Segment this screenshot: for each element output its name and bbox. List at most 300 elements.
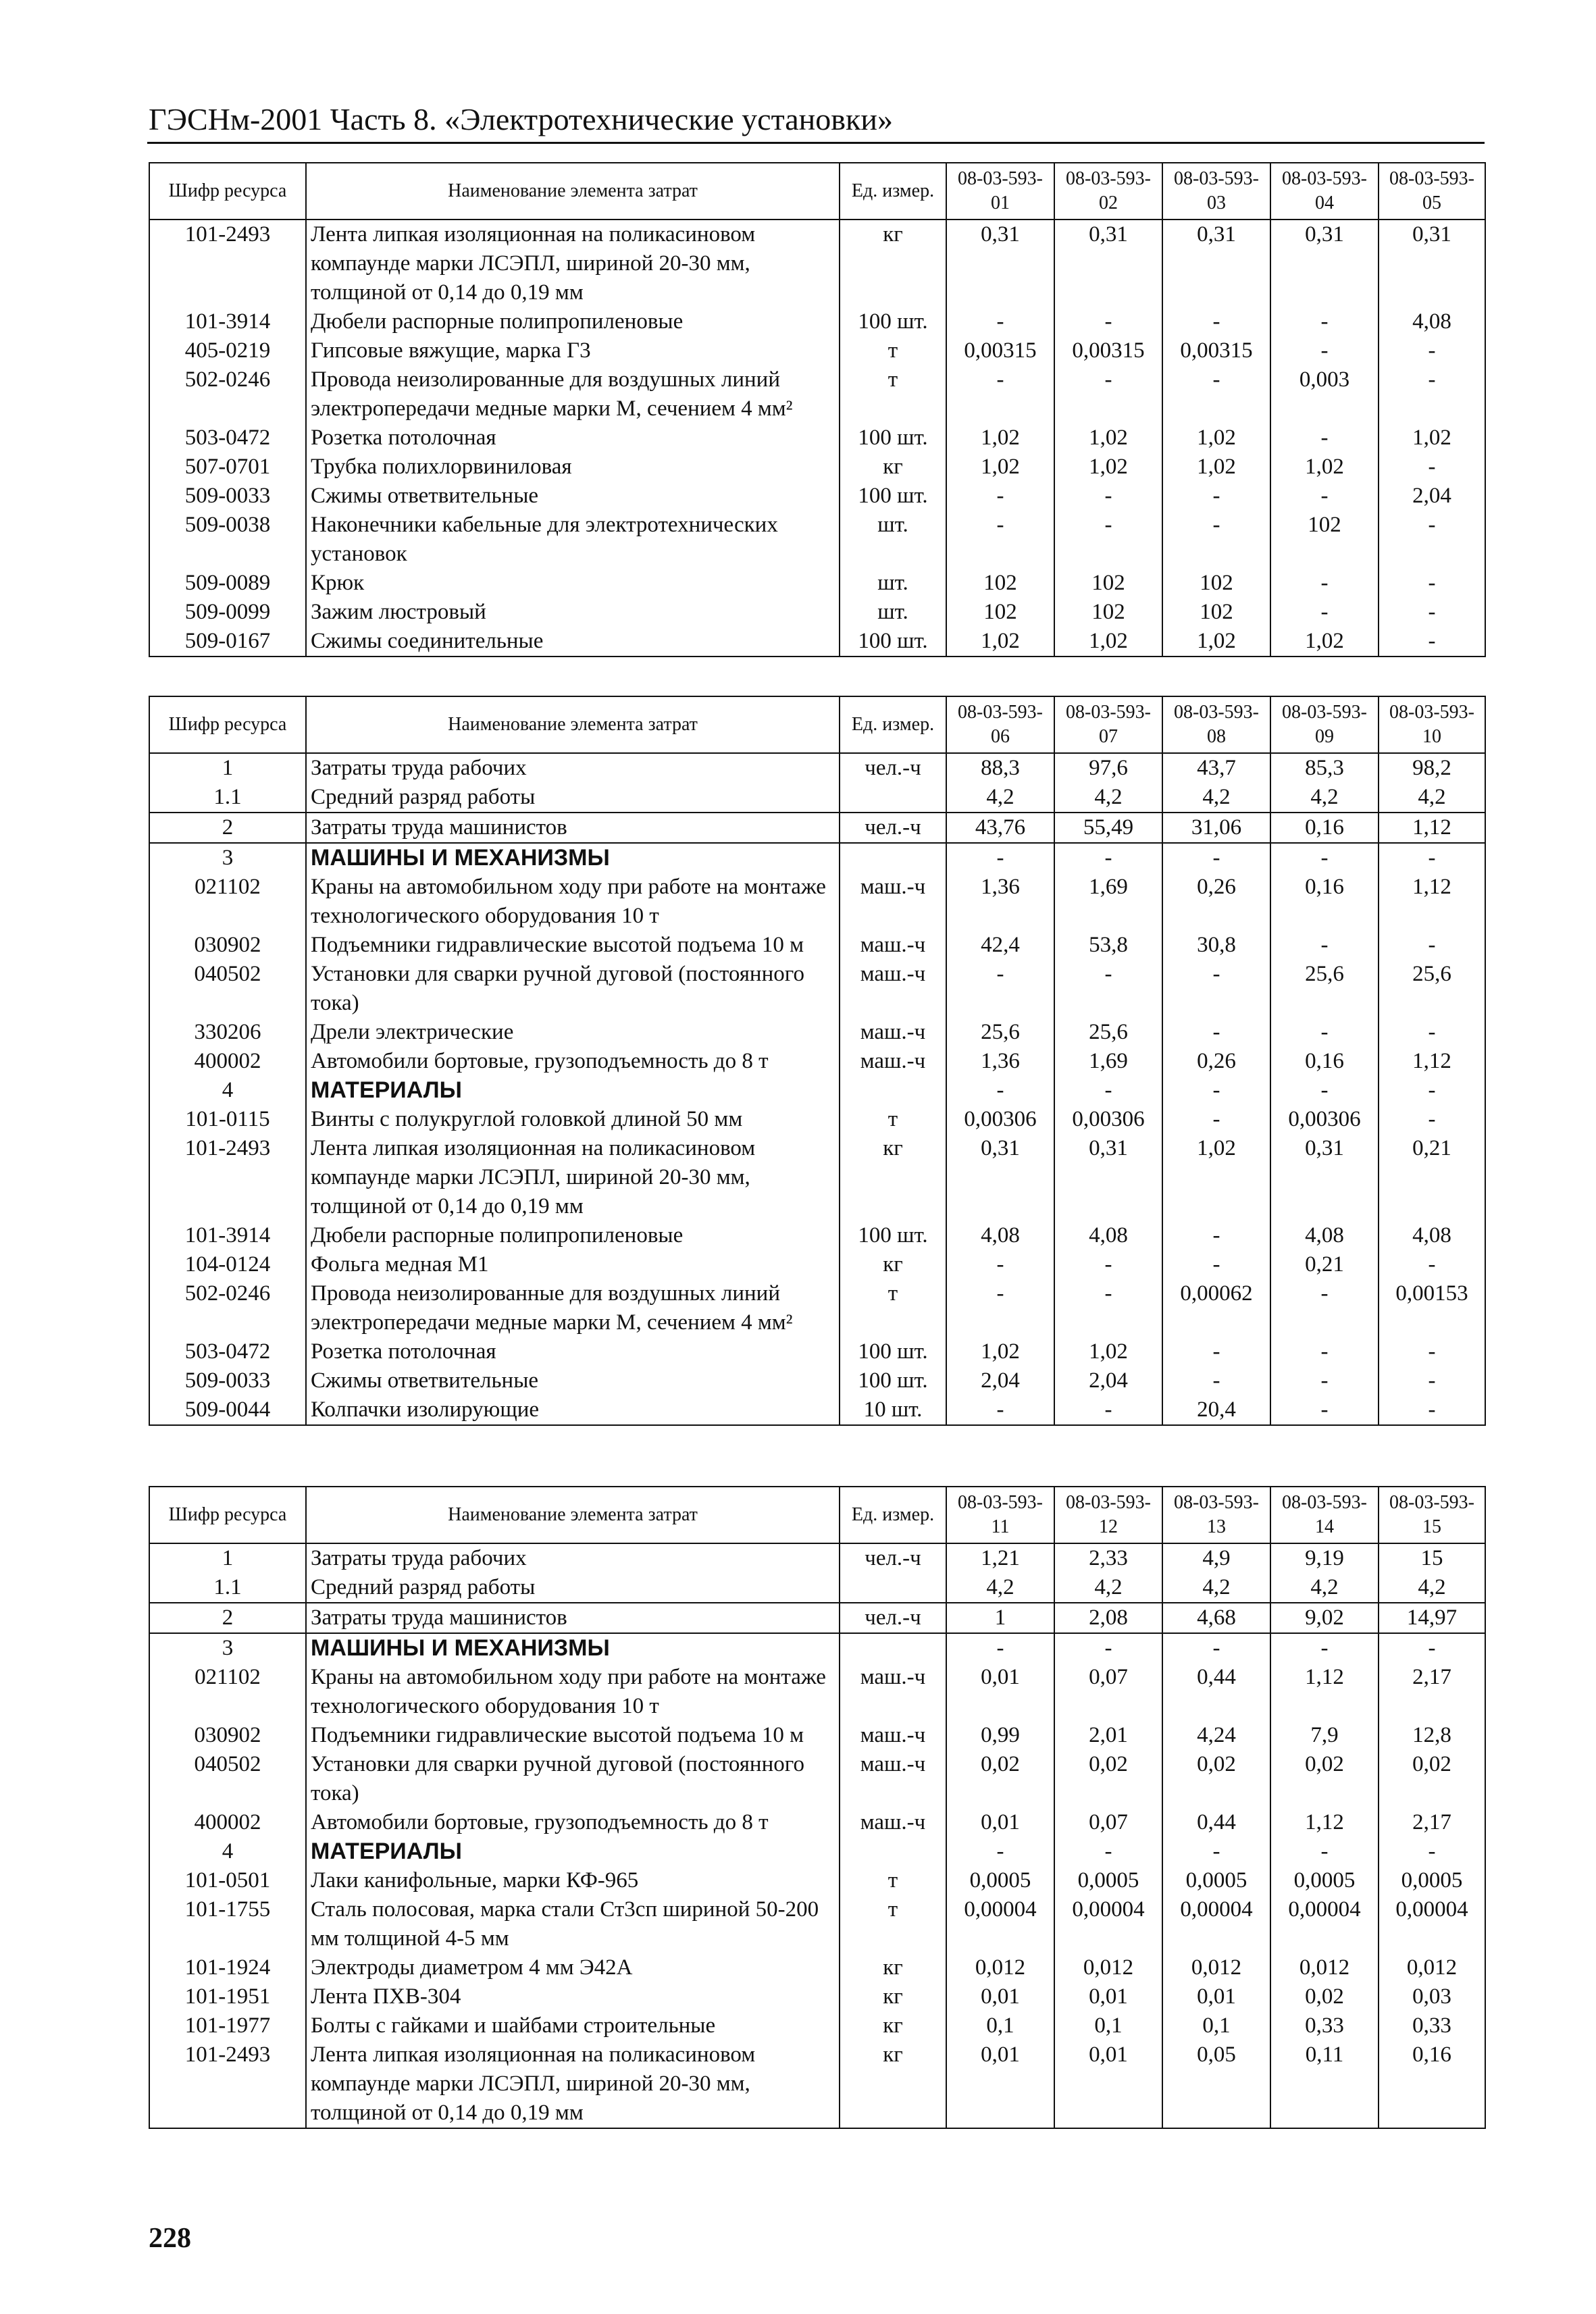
table-row [149, 753, 1485, 783]
resource-code: 509-0033 [149, 1366, 306, 1395]
norm-value: 0,31 [1054, 1134, 1162, 1221]
resource-name: Лента липкая изоляционная на поликасиновом компаунде марки ЛСЭПЛ, шириной 20-30 мм, толщиной от 0,14 до 0,19 мм [306, 220, 840, 307]
norm-value: - [946, 1279, 1054, 1337]
norm-value: 55,49 [1054, 813, 1162, 843]
table-row [149, 1279, 1485, 1337]
resource-name: Провода неизолированные для воздушных линий электропередачи медные марки М, сечением 4 мм² [306, 1279, 840, 1337]
table-row [149, 307, 1485, 336]
norm-value: 85,3 [1270, 753, 1379, 783]
norm-value: - [1162, 1837, 1270, 1866]
norm-value: - [1054, 843, 1162, 873]
resource-name: МАШИНЫ И МЕХАНИЗМЫ [306, 843, 840, 873]
table-row [149, 1808, 1485, 1837]
resource-code: 040502 [149, 1750, 306, 1808]
norm-value: 0,26 [1162, 873, 1270, 931]
table-row [149, 453, 1485, 482]
norm-value: - [1054, 1837, 1162, 1866]
norm-value: 0,31 [946, 220, 1054, 307]
resource-unit: чел.-ч [840, 1543, 946, 1573]
norm-value: 1,21 [946, 1543, 1054, 1573]
table-row [149, 1250, 1485, 1279]
norm-value: 1,02 [1054, 1337, 1162, 1366]
table-header-row [149, 1487, 1485, 1543]
column-header-norm-code: 08-03-593-02 [1054, 163, 1162, 220]
resource-code: 509-0089 [149, 569, 306, 598]
norm-value: 1,02 [946, 627, 1054, 657]
norm-value: - [1162, 1366, 1270, 1395]
norm-value: 31,06 [1162, 813, 1270, 843]
norm-value: - [1379, 627, 1485, 657]
norm-value: 1,36 [946, 1047, 1054, 1076]
table-row [149, 1134, 1485, 1221]
resource-name: Сталь полосовая, марка стали Ст3сп шириной 50-200 мм толщиной 4-5 мм [306, 1895, 840, 1953]
resource-name: Лента ПХВ-304 [306, 1982, 840, 2011]
norm-value: 9,19 [1270, 1543, 1379, 1573]
norm-value: - [1162, 365, 1270, 423]
norm-value: - [1270, 1633, 1379, 1663]
norm-value: 0,012 [1270, 1953, 1379, 1982]
resource-code: 3 [149, 843, 306, 873]
norm-value: 4,2 [946, 783, 1054, 813]
table-row [149, 1395, 1485, 1425]
column-header-name: Наименование элемента затрат [306, 163, 840, 220]
norm-value: - [1379, 1633, 1485, 1663]
resource-code: 1.1 [149, 783, 306, 813]
column-header-norm-code: 08-03-593-06 [946, 696, 1054, 753]
resource-name: Дюбели распорные полипропиленовые [306, 307, 840, 336]
norm-value: 0,02 [1270, 1750, 1379, 1808]
norm-value: 0,00153 [1379, 1279, 1485, 1337]
page-title: ГЭСНм-2001 Часть 8. «Электротехнические установки» [149, 102, 893, 136]
column-header-norm-code: 08-03-593-04 [1270, 163, 1379, 220]
norm-value: 1,12 [1270, 1808, 1379, 1837]
norm-value: 2,17 [1379, 1663, 1485, 1721]
norm-value: - [1379, 365, 1485, 423]
norm-value: - [1270, 1837, 1379, 1866]
norm-value: 2,33 [1054, 1543, 1162, 1573]
resource-unit: кг [840, 2011, 946, 2040]
resource-name: Электроды диаметром 4 мм Э42А [306, 1953, 840, 1982]
norm-value: 1,12 [1270, 1663, 1379, 1721]
norm-value: 0,07 [1054, 1663, 1162, 1721]
norm-value: - [1162, 1633, 1270, 1663]
resource-unit: т [840, 1895, 946, 1953]
section-row [149, 843, 1485, 873]
norm-value: 0,33 [1379, 2011, 1485, 2040]
resource-name: Краны на автомобильном ходу при работе на монтаже технологического оборудования 10 т [306, 873, 840, 931]
resource-name: Сжимы ответвительные [306, 1366, 840, 1395]
resource-unit: кг [840, 1134, 946, 1221]
norm-value: 0,00004 [946, 1895, 1054, 1953]
norm-value: 2,08 [1054, 1603, 1162, 1633]
resource-name: Гипсовые вяжущие, марка Г3 [306, 336, 840, 365]
resource-unit: 100 шт. [840, 482, 946, 511]
resource-name: Дрели электрические [306, 1018, 840, 1047]
resource-unit: 100 шт. [840, 307, 946, 336]
norm-value: 1,02 [1162, 1134, 1270, 1221]
resource-unit: 10 шт. [840, 1395, 946, 1425]
resource-code: 509-0033 [149, 482, 306, 511]
column-header-code: Шифр ресурса [149, 696, 306, 753]
norm-value: - [946, 1633, 1054, 1663]
table-row [149, 1750, 1485, 1808]
table-header-row [149, 696, 1485, 753]
norm-value: 1,02 [1054, 627, 1162, 657]
resource-code: 101-3914 [149, 307, 306, 336]
resource-unit [840, 783, 946, 813]
norm-value: 0,44 [1162, 1663, 1270, 1721]
norm-value: 0,16 [1379, 2040, 1485, 2128]
column-header-norm-code: 08-03-593-03 [1162, 163, 1270, 220]
norm-value: 14,97 [1379, 1603, 1485, 1633]
norm-value: 9,02 [1270, 1603, 1379, 1633]
resource-unit [840, 1837, 946, 1866]
norm-value: 4,08 [1379, 1221, 1485, 1250]
column-header-norm-code: 08-03-593-10 [1379, 696, 1485, 753]
norm-value: 0,1 [946, 2011, 1054, 2040]
resource-name: МАТЕРИАЛЫ [306, 1076, 840, 1105]
resource-code: 101-1755 [149, 1895, 306, 1953]
norm-value: - [1162, 511, 1270, 569]
resource-name: Средний разряд работы [306, 783, 840, 813]
norm-value: 0,0005 [1162, 1866, 1270, 1895]
column-header-norm-code: 08-03-593-09 [1270, 696, 1379, 753]
resource-code: 101-2493 [149, 220, 306, 307]
resource-code: 030902 [149, 931, 306, 960]
table-row [149, 511, 1485, 569]
resource-code: 021102 [149, 873, 306, 931]
norm-value: 25,6 [1270, 960, 1379, 1018]
norm-value: 0,16 [1270, 873, 1379, 931]
resource-code: 104-0124 [149, 1250, 306, 1279]
table-row [149, 598, 1485, 627]
resource-unit: шт. [840, 569, 946, 598]
norm-value: 0,16 [1270, 813, 1379, 843]
norm-value: - [1270, 569, 1379, 598]
norm-value: 1 [946, 1603, 1054, 1633]
resource-name: Сжимы соединительные [306, 627, 840, 657]
resource-name: Лента липкая изоляционная на поликасиновом компаунде марки ЛСЭПЛ, шириной 20-30 мм, толщиной от 0,14 до 0,19 мм [306, 2040, 840, 2128]
table-row [149, 1366, 1485, 1395]
table-row [149, 1895, 1485, 1953]
norm-value: 0,26 [1162, 1047, 1270, 1076]
norm-value: - [1270, 1366, 1379, 1395]
norm-value: 0,0005 [1270, 1866, 1379, 1895]
resource-name: Розетка потолочная [306, 423, 840, 453]
resource-code: 3 [149, 1633, 306, 1663]
norm-value: 0,00315 [1054, 336, 1162, 365]
norm-value: - [1270, 931, 1379, 960]
norm-value: - [1379, 1250, 1485, 1279]
resource-code: 030902 [149, 1721, 306, 1750]
resource-unit: т [840, 365, 946, 423]
norm-value: 1,02 [1162, 423, 1270, 453]
norm-value: 0,02 [1270, 1982, 1379, 2011]
norm-value: 0,33 [1270, 2011, 1379, 2040]
norm-value: 1,02 [1162, 627, 1270, 657]
resource-unit: маш.-ч [840, 873, 946, 931]
resource-name: Зажим люстровый [306, 598, 840, 627]
norm-value: 0,31 [946, 1134, 1054, 1221]
norm-value: 7,9 [1270, 1721, 1379, 1750]
resource-code: 509-0038 [149, 511, 306, 569]
table-row [149, 627, 1485, 657]
resource-code: 4 [149, 1076, 306, 1105]
norm-value: 1,36 [946, 873, 1054, 931]
resource-table-2 [149, 696, 1486, 1426]
resource-unit: т [840, 1105, 946, 1134]
column-header-unit: Ед. измер. [840, 696, 946, 753]
resource-code: 101-0115 [149, 1105, 306, 1134]
norm-value: 1,12 [1379, 873, 1485, 931]
norm-value: 0,03 [1379, 1982, 1485, 2011]
norm-value: 1,02 [1270, 453, 1379, 482]
table-row [149, 220, 1485, 307]
column-header-norm-code: 08-03-593-11 [946, 1487, 1054, 1543]
resource-name: Фольга медная М1 [306, 1250, 840, 1279]
norm-value: 102 [1270, 511, 1379, 569]
norm-value: - [1162, 1018, 1270, 1047]
norm-value: 102 [1162, 569, 1270, 598]
norm-value: - [1379, 1018, 1485, 1047]
norm-value: 0,00306 [946, 1105, 1054, 1134]
norm-value: - [1054, 1279, 1162, 1337]
norm-value: 0,02 [946, 1750, 1054, 1808]
norm-value: 0,0005 [946, 1866, 1054, 1895]
table-row [149, 423, 1485, 453]
table-row [149, 1337, 1485, 1366]
norm-value: 4,2 [1054, 1573, 1162, 1603]
norm-value: 0,012 [946, 1953, 1054, 1982]
norm-value: 15 [1379, 1543, 1485, 1573]
norm-value: 1,12 [1379, 813, 1485, 843]
norm-value: - [1270, 843, 1379, 873]
norm-value: - [1270, 482, 1379, 511]
resource-code: 503-0472 [149, 1337, 306, 1366]
column-header-norm-code: 08-03-593-13 [1162, 1487, 1270, 1543]
norm-value: 1,12 [1379, 1047, 1485, 1076]
resource-name: Болты с гайками и шайбами строительные [306, 2011, 840, 2040]
resource-name: Лаки канифольные, марки КФ-965 [306, 1866, 840, 1895]
norm-value: 0,01 [1054, 1982, 1162, 2011]
norm-value: 0,01 [946, 2040, 1054, 2128]
resource-name: Трубка полихлорвиниловая [306, 453, 840, 482]
resource-code: 101-2493 [149, 2040, 306, 2128]
resource-unit: кг [840, 1982, 946, 2011]
norm-value: 0,31 [1379, 220, 1485, 307]
resource-name: Затраты труда машинистов [306, 813, 840, 843]
norm-value: 4,2 [946, 1573, 1054, 1603]
norm-value: - [1270, 1395, 1379, 1425]
resource-name: Крюк [306, 569, 840, 598]
norm-value: 4,08 [1270, 1221, 1379, 1250]
norm-value: - [946, 482, 1054, 511]
norm-value: 2,01 [1054, 1721, 1162, 1750]
page-number: 228 [149, 2223, 191, 2254]
resource-name: МАТЕРИАЛЫ [306, 1837, 840, 1866]
resource-name: Затраты труда рабочих [306, 753, 840, 783]
norm-value: 0,012 [1379, 1953, 1485, 1982]
norm-value: 102 [946, 569, 1054, 598]
resource-unit: маш.-ч [840, 1047, 946, 1076]
norm-value: - [1379, 569, 1485, 598]
norm-value: - [946, 307, 1054, 336]
resource-unit: чел.-ч [840, 753, 946, 783]
table-row [149, 1018, 1485, 1047]
norm-value: 0,31 [1270, 220, 1379, 307]
norm-value: 0,003 [1270, 365, 1379, 423]
norm-value: 0,11 [1270, 2040, 1379, 2128]
section-row [149, 1633, 1485, 1663]
norm-value: 25,6 [946, 1018, 1054, 1047]
norm-value: 4,2 [1162, 1573, 1270, 1603]
norm-value: 0,1 [1054, 2011, 1162, 2040]
norm-value: - [1270, 1279, 1379, 1337]
norm-value: - [1379, 843, 1485, 873]
norm-value: - [1054, 307, 1162, 336]
column-header-name: Наименование элемента затрат [306, 696, 840, 753]
resource-code: 405-0219 [149, 336, 306, 365]
resource-unit: 100 шт. [840, 1221, 946, 1250]
resource-name: Установки для сварки ручной дуговой (постоянного тока) [306, 1750, 840, 1808]
norm-value: 0,21 [1270, 1250, 1379, 1279]
norm-value: 0,01 [1162, 1982, 1270, 2011]
norm-value: 42,4 [946, 931, 1054, 960]
norm-value: - [1162, 1337, 1270, 1366]
resource-unit: 100 шт. [840, 1337, 946, 1366]
norm-value: - [1270, 1076, 1379, 1105]
table-row [149, 1953, 1485, 1982]
norm-value: - [1162, 1221, 1270, 1250]
norm-value: - [1054, 960, 1162, 1018]
resource-code: 1 [149, 753, 306, 783]
norm-value: - [946, 843, 1054, 873]
column-header-norm-code: 08-03-593-15 [1379, 1487, 1485, 1543]
table-row [149, 1105, 1485, 1134]
norm-value: - [1270, 423, 1379, 453]
norm-value: 0,01 [946, 1808, 1054, 1837]
norm-value: 98,2 [1379, 753, 1485, 783]
column-header-unit: Ед. измер. [840, 163, 946, 220]
header-divider [147, 142, 1485, 144]
norm-value: 2,04 [1054, 1366, 1162, 1395]
resource-code: 400002 [149, 1808, 306, 1837]
resource-unit: кг [840, 2040, 946, 2128]
norm-value: 102 [946, 598, 1054, 627]
resource-name: Автомобили бортовые, грузоподъемность до 8 т [306, 1047, 840, 1076]
norm-value: - [1054, 1633, 1162, 1663]
norm-value: 4,68 [1162, 1603, 1270, 1633]
norm-value: 0,44 [1162, 1808, 1270, 1837]
table-row [149, 813, 1485, 843]
resource-code: 101-1977 [149, 2011, 306, 2040]
resource-unit: кг [840, 1250, 946, 1279]
norm-value: 0,00004 [1054, 1895, 1162, 1953]
table-row [149, 1221, 1485, 1250]
resource-unit: т [840, 1866, 946, 1895]
norm-value: - [1054, 1250, 1162, 1279]
norm-value: 2,04 [1379, 482, 1485, 511]
norm-value: 0,02 [1379, 1750, 1485, 1808]
norm-value: 1,02 [1379, 423, 1485, 453]
norm-value: - [1054, 365, 1162, 423]
column-header-norm-code: 08-03-593-12 [1054, 1487, 1162, 1543]
norm-value: 30,8 [1162, 931, 1270, 960]
norm-value: 0,02 [1054, 1750, 1162, 1808]
resource-name: Подъемники гидравлические высотой подъема 10 м [306, 931, 840, 960]
resource-code: 2 [149, 1603, 306, 1633]
norm-value: 0,00004 [1379, 1895, 1485, 1953]
norm-value: 0,0005 [1054, 1866, 1162, 1895]
table-row [149, 783, 1485, 813]
norm-value: 102 [1162, 598, 1270, 627]
resource-unit: кг [840, 1953, 946, 1982]
norm-value: - [1270, 307, 1379, 336]
norm-value: - [1379, 931, 1485, 960]
column-header-code: Шифр ресурса [149, 1487, 306, 1543]
resource-unit: чел.-ч [840, 813, 946, 843]
norm-value: - [1379, 336, 1485, 365]
table-row [149, 336, 1485, 365]
column-header-norm-code: 08-03-593-07 [1054, 696, 1162, 753]
resource-unit: маш.-ч [840, 1663, 946, 1721]
norm-value: 4,2 [1270, 1573, 1379, 1603]
column-header-norm-code: 08-03-593-08 [1162, 696, 1270, 753]
table-row [149, 1982, 1485, 2011]
table-row [149, 1047, 1485, 1076]
resource-name: Винты с полукруглой головкой длиной 50 мм [306, 1105, 840, 1134]
table-row [149, 1721, 1485, 1750]
column-header-norm-code: 08-03-593-01 [946, 163, 1054, 220]
norm-value: 0,01 [946, 1982, 1054, 2011]
resource-name: Подъемники гидравлические высотой подъема 10 м [306, 1721, 840, 1750]
norm-value: 4,2 [1379, 1573, 1485, 1603]
table-row [149, 1663, 1485, 1721]
resource-unit: кг [840, 453, 946, 482]
table-row [149, 2040, 1485, 2128]
norm-value: - [1379, 1105, 1485, 1134]
resource-code: 509-0167 [149, 627, 306, 657]
norm-value: 25,6 [1379, 960, 1485, 1018]
norm-value: - [946, 365, 1054, 423]
norm-value: 4,2 [1162, 783, 1270, 813]
resource-unit: маш.-ч [840, 1018, 946, 1047]
resource-code: 503-0472 [149, 423, 306, 453]
table-row [149, 1573, 1485, 1603]
resource-unit [840, 1573, 946, 1603]
resource-unit: т [840, 1279, 946, 1337]
norm-value: 88,3 [946, 753, 1054, 783]
norm-value: 0,00306 [1054, 1105, 1162, 1134]
norm-value: 102 [1054, 598, 1162, 627]
norm-value: - [1162, 843, 1270, 873]
norm-value: - [1054, 1076, 1162, 1105]
norm-value: - [1054, 482, 1162, 511]
norm-value: 1,69 [1054, 873, 1162, 931]
table-row [149, 1603, 1485, 1633]
resource-unit: 100 шт. [840, 627, 946, 657]
norm-value: 0,00306 [1270, 1105, 1379, 1134]
norm-value: 0,012 [1162, 1953, 1270, 1982]
resource-code: 2 [149, 813, 306, 843]
resource-name: Дюбели распорные полипропиленовые [306, 1221, 840, 1250]
norm-value: 0,00004 [1270, 1895, 1379, 1953]
table-row [149, 1866, 1485, 1895]
norm-value: - [1379, 511, 1485, 569]
norm-value: 1,02 [946, 453, 1054, 482]
norm-value: - [1379, 453, 1485, 482]
column-header-name: Наименование элемента затрат [306, 1487, 840, 1543]
